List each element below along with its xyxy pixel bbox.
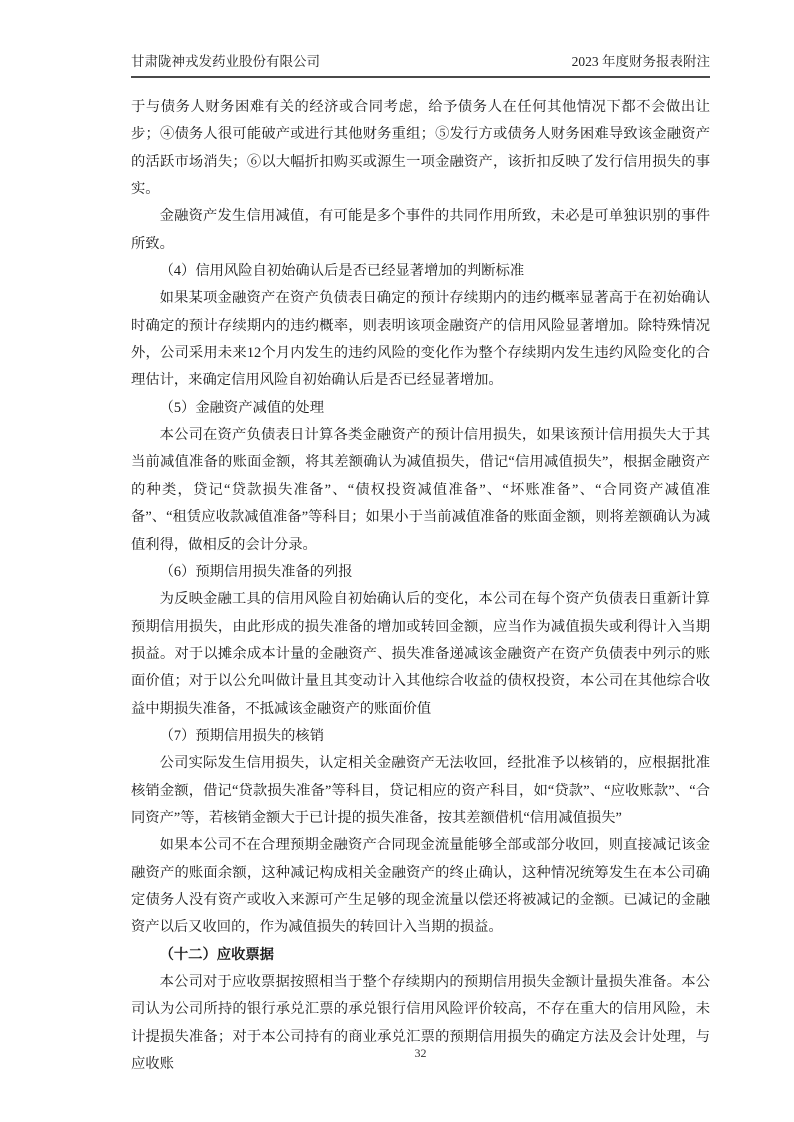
header-company-name: 甘肃陇神戎发药业股份有限公司 — [131, 54, 320, 69]
page-header — [131, 53, 710, 78]
section-heading-6: （6）预期信用损失准备的列报 — [159, 563, 353, 580]
paragraph-section-12: 本公司对于应收票据按照相当于整个存续期内的预期信用损失金额计量损失准备。本公司认为公司所持的银行承兑汇票的承兑银行信用风险评价较高，不存在重大的信用风险，未计提损失准备；对于本公司持有的商业承兑汇票的预期信用损失的确定方法及会计处理，与应收账 — [131, 974, 710, 1073]
header-doc-title: 2023 年度财务报表附注 — [571, 54, 710, 69]
paragraph-continuation: 于与债务人财务困难有关的经济或合同考虑，给予债务人在任何其他情况下都不会做出让步；④债务人很可能破产或进行其他财务重组；⑤发行方或债务人财务困难导致该金融资产的活跃市场消失；⑥以大幅折扣购买或源生一项金融资产，该折扣反映了发行信用损失的事实。 — [131, 99, 710, 198]
page-footer — [131, 1046, 710, 1061]
paragraph-section-7: 公司实际发生信用损失，认定相关金融资产无法收回，经批准予以核销的，应根据批准核销金额，借记“贷款损失准备”等科目，贷记相应的资产科目，如“贷款”、“应收账款”、“合同资产”等，若核销金额大于已计提的损失准备，按其差额借机“信用减值损失” — [131, 755, 710, 826]
document-body — [131, 94, 710, 1078]
paragraph-section-6: 为反映金融工具的信用风险自初始确认后的变化，本公司在每个资产负债表日重新计算预期信用损失，由此形成的损失准备的增加或转回金额，应当作为减值损失或利得计入当期损益。对于以摊余成本计量的金融资产、损失准备递减该金融资产在资产负债表中列示的账面价值；对于以公允叫做计量且其变动计入其他综合收益的债权投资，本公司在其他综合收益中期损失准备，不抵减该金融资产的账面价值 — [131, 591, 710, 717]
paragraph-section-4: 如果某项金融资产在资产负债表日确定的预计存续期内的违约概率显著高于在初始确认时确定的预计存续期内的违约概率，则表明该项金融资产的信用风险显著增加。除特殊情况外，公司采用未来12个月内发生的违约风险的变化作为整个存续期内发生违约风险变化的合理估计，来确定信用风险自初始确认后是否已经显著增加。 — [131, 290, 710, 389]
section-heading-7: （7）预期信用损失的核销 — [159, 727, 325, 744]
paragraph-credit-impairment: 金融资产发生信用减值，有可能是多个事件的共同作用所致，未必是可单独识别的事件所致。 — [131, 208, 710, 252]
paragraph-writeoff: 如果本公司不在合理预期金融资产合同现金流量能够全部或部分收回，则直接减记该金融资产的账面余额，这种减记构成相关金融资产的终止确认，这种情况统筹发生在本公司确定债务人没有资产或收入来源可产生足够的现金流量以偿还将被减记的金额。已减记的金融资产以后又收回的，作为减值损失的转回计入当期的损益。 — [131, 837, 710, 936]
section-heading-4: （4）信用风险自初始确认后是否已经显著增加的判断标准 — [159, 263, 525, 280]
paragraph-section-5: 本公司在资产负债表日计算各类金融资产的预计信用损失，如果该预计信用损失大于其当前减值准备的账面金额，将其差额确认为减值损失，借记“信用减值损失”，根据金融资产的种类，贷记“贷款损失准备”、“债权投资减值准备”、“坏账准备”、“合同资产减值准备”、“租赁应收款减值准备”等科目；如果小于当前减值准备的账面金额，则将差额确认为减值利得，做相反的会计分录。 — [131, 427, 710, 553]
section-heading-12-notes-receivable: （十二）应收票据 — [159, 946, 274, 963]
section-heading-5: （5）金融资产减值的处理 — [159, 399, 325, 416]
page-number: 32 — [414, 1046, 427, 1060]
